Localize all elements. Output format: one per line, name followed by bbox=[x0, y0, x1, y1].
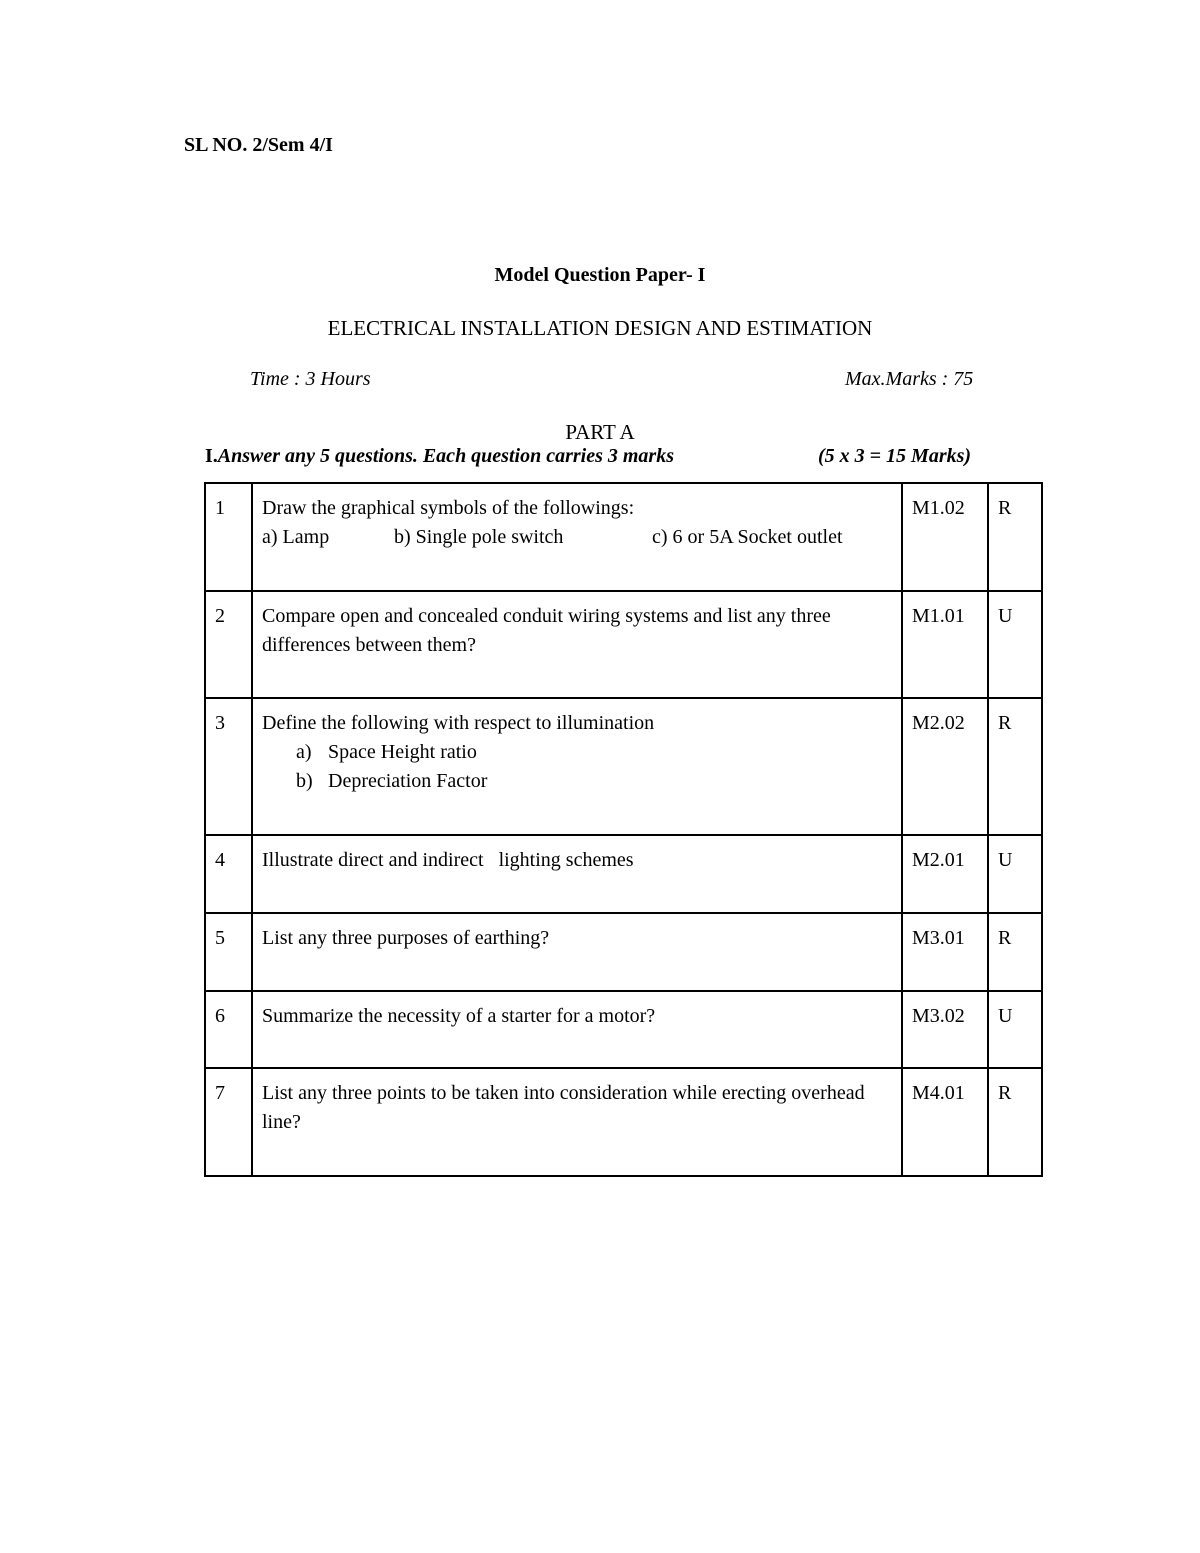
sub-question-label: b) bbox=[296, 770, 313, 792]
sub-question-label: a) bbox=[296, 741, 312, 763]
question-number: 2 bbox=[205, 591, 252, 698]
question-text: List any three purposes of earthing? bbox=[252, 913, 902, 991]
course-outcome: M4.01 bbox=[902, 1068, 988, 1176]
cognitive-level: R bbox=[988, 698, 1042, 835]
question-cell bbox=[252, 698, 902, 835]
cognitive-level: U bbox=[988, 991, 1042, 1068]
sub-question-text: Space Height ratio bbox=[328, 741, 477, 763]
course-outcome: M2.02 bbox=[902, 698, 988, 835]
question-text: Draw the graphical symbols of the followings: bbox=[262, 497, 635, 519]
course-outcome: M2.01 bbox=[902, 835, 988, 913]
instruction-numeral: I. bbox=[205, 445, 218, 467]
question-number: 7 bbox=[205, 1068, 252, 1176]
question-text: Compare open and concealed conduit wiring systems and list any three differences between them? bbox=[252, 591, 902, 698]
table-row bbox=[205, 1068, 1042, 1176]
question-text: Summarize the necessity of a starter for a motor? bbox=[252, 991, 902, 1068]
part-a-instruction bbox=[205, 445, 674, 468]
table-row bbox=[205, 483, 1042, 591]
option-b: b) Single pole switch bbox=[394, 526, 564, 548]
cognitive-level: U bbox=[988, 835, 1042, 913]
question-number: 4 bbox=[205, 835, 252, 913]
part-a-heading: PART A bbox=[565, 420, 635, 444]
table-row bbox=[205, 591, 1042, 698]
sub-question-list bbox=[262, 738, 893, 796]
course-outcome: M1.01 bbox=[902, 591, 988, 698]
exam-duration: Time : 3 Hours bbox=[250, 368, 371, 390]
question-cell bbox=[252, 483, 902, 591]
question-number: 1 bbox=[205, 483, 252, 591]
list-item bbox=[296, 738, 893, 767]
list-item bbox=[296, 767, 893, 796]
course-outcome: M1.02 bbox=[902, 483, 988, 591]
question-text: List any three points to be taken into consideration while erecting overhead line? bbox=[252, 1068, 902, 1176]
question-number: 6 bbox=[205, 991, 252, 1068]
course-outcome: M3.01 bbox=[902, 913, 988, 991]
cognitive-level: R bbox=[988, 913, 1042, 991]
max-marks: Max.Marks : 75 bbox=[845, 368, 974, 390]
cognitive-level: R bbox=[988, 1068, 1042, 1176]
question-text: Illustrate direct and indirect lighting schemes bbox=[252, 835, 902, 913]
table-row bbox=[205, 835, 1042, 913]
part-a-marks-summary: (5 x 3 = 15 Marks) bbox=[818, 445, 972, 467]
question-number: 5 bbox=[205, 913, 252, 991]
instruction-text: Answer any 5 questions. Each question carries 3 marks bbox=[217, 445, 674, 467]
serial-number: SL NO. 2/Sem 4/I bbox=[184, 134, 333, 156]
question-table bbox=[204, 482, 1043, 1177]
question-text: Define the following with respect to illumination bbox=[262, 712, 655, 734]
option-a: a) Lamp bbox=[262, 526, 330, 548]
question-number: 3 bbox=[205, 698, 252, 835]
course-outcome: M3.02 bbox=[902, 991, 988, 1068]
subject-title: ELECTRICAL INSTALLATION DESIGN AND ESTIMATION bbox=[327, 316, 873, 340]
question-options bbox=[262, 523, 893, 552]
sub-question-text: Depreciation Factor bbox=[328, 770, 488, 792]
paper-title: Model Question Paper- I bbox=[494, 264, 706, 286]
table-row bbox=[205, 991, 1042, 1068]
table-row bbox=[205, 913, 1042, 991]
cognitive-level: R bbox=[988, 483, 1042, 591]
table-row bbox=[205, 698, 1042, 835]
cognitive-level: U bbox=[988, 591, 1042, 698]
option-c: c) 6 or 5A Socket outlet bbox=[652, 526, 843, 548]
